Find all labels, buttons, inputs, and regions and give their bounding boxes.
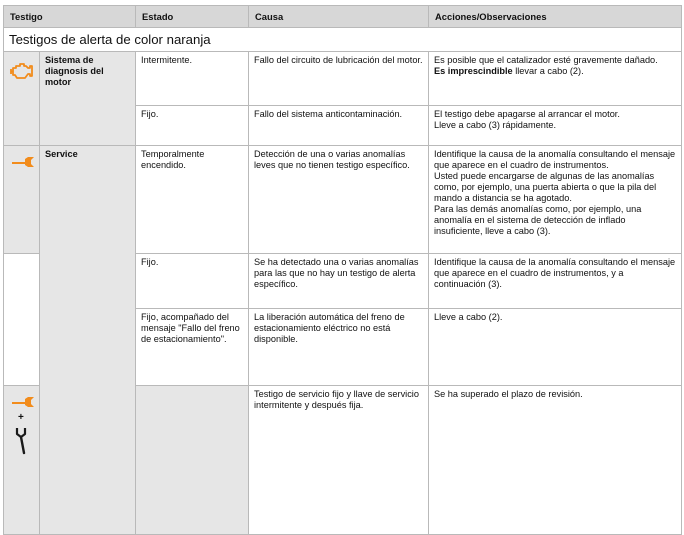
table-row — [4, 146, 682, 254]
causa-cell: Detección de una o varias anomalías leves que no tienen testigo específico. — [249, 146, 429, 254]
acciones-text: Lleve a cabo (3) rápidamente. — [434, 120, 557, 130]
header-estado: Estado — [136, 6, 249, 28]
wrench-icon — [11, 157, 35, 169]
wrench-icon — [11, 397, 35, 409]
acciones-text: Identifique la causa de la anomalía consultando el mensaje que aparece en el cuadro de instrumentos. — [434, 149, 676, 170]
acciones-cell — [429, 52, 682, 106]
service-spanner-icon-cell — [4, 386, 40, 535]
plus-sign: + — [18, 412, 24, 423]
spanner-icon — [13, 426, 31, 456]
acciones-text — [434, 66, 676, 77]
estado-cell: Fijo, acompañado del mensaje "Fallo del freno de estacionamiento". — [136, 309, 249, 386]
acciones-cell: Identifique la causa de la anomalía consultando el mensaje que aparece en el cuadro de instrumentos, y a continuación (3). — [429, 254, 682, 309]
causa-cell: Fallo del circuito de lubricación del motor. — [249, 52, 429, 106]
blank-icon-cell — [4, 254, 40, 386]
section-title: Testigos de alerta de color naranja — [4, 28, 682, 52]
service-name: Service — [40, 146, 136, 535]
acciones-text: El testigo debe apagarse al arrancar el motor. — [434, 109, 620, 119]
acciones-bold-text: Es imprescindible — [434, 66, 513, 76]
service-spanner-name — [136, 386, 249, 535]
header-acciones: Acciones/Observaciones — [429, 6, 682, 28]
acciones-text: llevar a cabo (2). — [512, 66, 584, 76]
acciones-text: Para las demás anomalías como, por ejemplo, una anomalía en el sistema de detección de inflado insuficiente, lleve a cabo (3). — [434, 204, 642, 236]
acciones-text: Es posible que el catalizador esté gravemente dañado. — [434, 55, 658, 65]
section-row — [4, 28, 682, 52]
causa-cell: Fallo del sistema anticontaminación. — [249, 106, 429, 146]
estado-cell: Intermitente. — [136, 52, 249, 106]
acciones-cell — [429, 106, 682, 146]
acciones-cell — [429, 146, 682, 254]
header-testigo: Testigo — [4, 6, 136, 28]
table-header-row — [4, 6, 682, 28]
engine-icon-cell — [4, 52, 40, 146]
causa-cell: Se ha superado el plazo de revisión. — [429, 386, 682, 535]
causa-cell: La liberación automática del freno de estacionamiento eléctrico no está disponible. — [249, 309, 429, 386]
engine-system-name: Sistema de diagnosis del motor — [40, 52, 136, 146]
acciones-text: Usted puede encargarse de algunas de las anomalías como, por ejemplo, una puerta abierta o que la pila del mando a distancia se ha agotado. — [434, 171, 657, 203]
estado-cell: Fijo. — [136, 254, 249, 309]
warning-lights-table — [3, 5, 682, 535]
estado-cell: Fijo. — [136, 106, 249, 146]
acciones-cell: Lleve a cabo (2). — [429, 309, 682, 386]
header-causa: Causa — [249, 6, 429, 28]
engine-icon — [10, 62, 34, 80]
wrench-icon-cell — [4, 146, 40, 254]
table-row — [4, 52, 682, 106]
estado-cell: Testigo de servicio fijo y llave de servicio intermitente y después fija. — [249, 386, 429, 535]
estado-cell: Temporalmente encendido. — [136, 146, 249, 254]
causa-cell: Se ha detectado una o varias anomalías para las que no hay un testigo de alerta específico. — [249, 254, 429, 309]
